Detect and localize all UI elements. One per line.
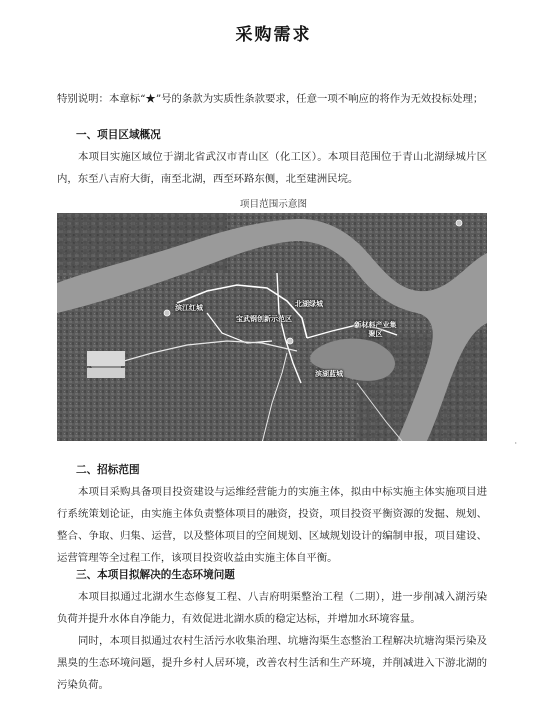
page-title: 采购需求 [235,25,312,45]
section-3-paragraph-1: 本项目拟通过北湖水生态修复工程、八吉府明渠整治工程（二期），进一步削减入湖污染负荷并提升水体自净能力，有效促进北湖水质的稳定达标，并增加水环境容量。 [57,591,487,625]
section-3-paragraph-2: 同时，本项目拟通过农村生活污水收集治理、坑塘沟渠生态整治工程解决坑塘沟渠污染及黑臭的生态环境问题，提升乡村人居环境，改善农村生活和生产环境，并削减进入下游北湖的污染负荷。 [57,635,487,691]
map-label-riverside-red-city: 滨江红城 [175,304,203,312]
section-2-heading: 二、招标范围 [76,464,140,476]
project-scope-map [57,213,487,441]
map-label-beihu-green-city: 北湖绿城 [295,300,323,308]
section-2-body: 本项目采购具备项目投资建设与运维经营能力的实施主体，拟由中标实施主体实施项目进行系统策划论证，由实施主体负责整体项目的融资，投资，项目投资平衡资源的发掘、规划、整合、争取、归集、运营，以及整体项目的空间规划、区域规划设计的编制申报，项目建设、运营管理等全过程工作，该项目投资收益由实施主体自平衡。 [57,486,487,564]
map-label-lakeside-blue-city: 滨湖蓝城 [315,370,343,378]
map-label-new-materials-cluster: 新材料产业集聚区 [354,321,397,338]
map-label-baowu-innovation-zone: 宝武钢创新示范区 [236,315,292,323]
special-note: 特别说明：本章标“★”号的条款为实质性条款要求，任意一项不响应的将作为无效投标处理； [57,93,484,105]
section-3-heading: 三、本项目拟解决的生态环境问题 [76,569,235,581]
section-1-body: 本项目实施区域位于湖北省武汉市青山区（化工区）。本项目范围位于青山北湖绿城片区内，东至八吉府大街，南至北湖，西至环路东侧，北至建洲民垸。 [57,151,487,185]
section-1-heading: 一、项目区域概况 [76,129,161,141]
map-caption: 项目范围示意图 [239,199,308,210]
page-mark: · [514,439,517,448]
satellite-map-image [57,213,487,441]
